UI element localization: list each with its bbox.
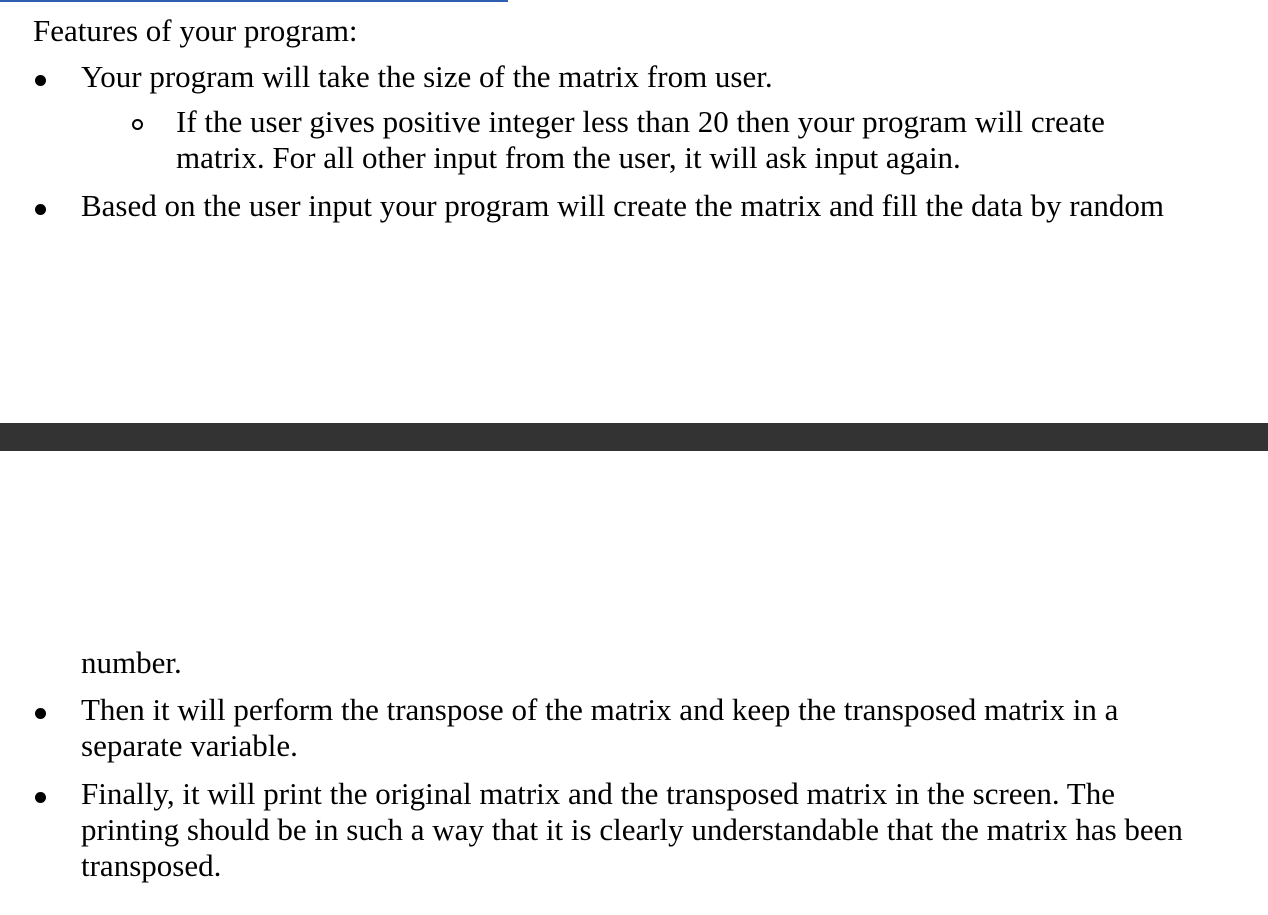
list-item-transpose-line-2: separate variable.	[81, 728, 298, 763]
list-item-random-fill-cont: number.	[81, 645, 182, 680]
bullet-icon	[35, 708, 46, 719]
list-item-size-input: Your program will take the size of the matrix from user.	[81, 59, 773, 94]
list-item-random-fill: Based on the user input your program will create the matrix and fill the data by random	[81, 188, 1164, 223]
sub-bullet-icon	[132, 119, 143, 130]
section-heading: Features of your program:	[33, 13, 358, 48]
page-break-divider	[0, 423, 1268, 451]
sub-item-line-2: matrix. For all other input from the user, it will ask input again.	[176, 140, 961, 175]
list-item-transpose-line-1: Then it will perform the transpose of the matrix and keep the transposed matrix in a	[81, 692, 1119, 727]
sub-item-line-1: If the user gives positive integer less than 20 then your program will create	[176, 104, 1105, 139]
list-item-print-line-2: printing should be in such a way that it is clearly understandable that the matrix has been	[81, 812, 1183, 847]
bullet-icon	[35, 204, 46, 215]
list-item-print-line-1: Finally, it will print the original matrix and the transposed matrix in the screen. The	[81, 776, 1115, 811]
bullet-icon	[35, 792, 46, 803]
bullet-icon	[35, 75, 46, 86]
link-underline-fragment	[0, 0, 508, 2]
list-item-print-line-3: transposed.	[81, 848, 222, 883]
